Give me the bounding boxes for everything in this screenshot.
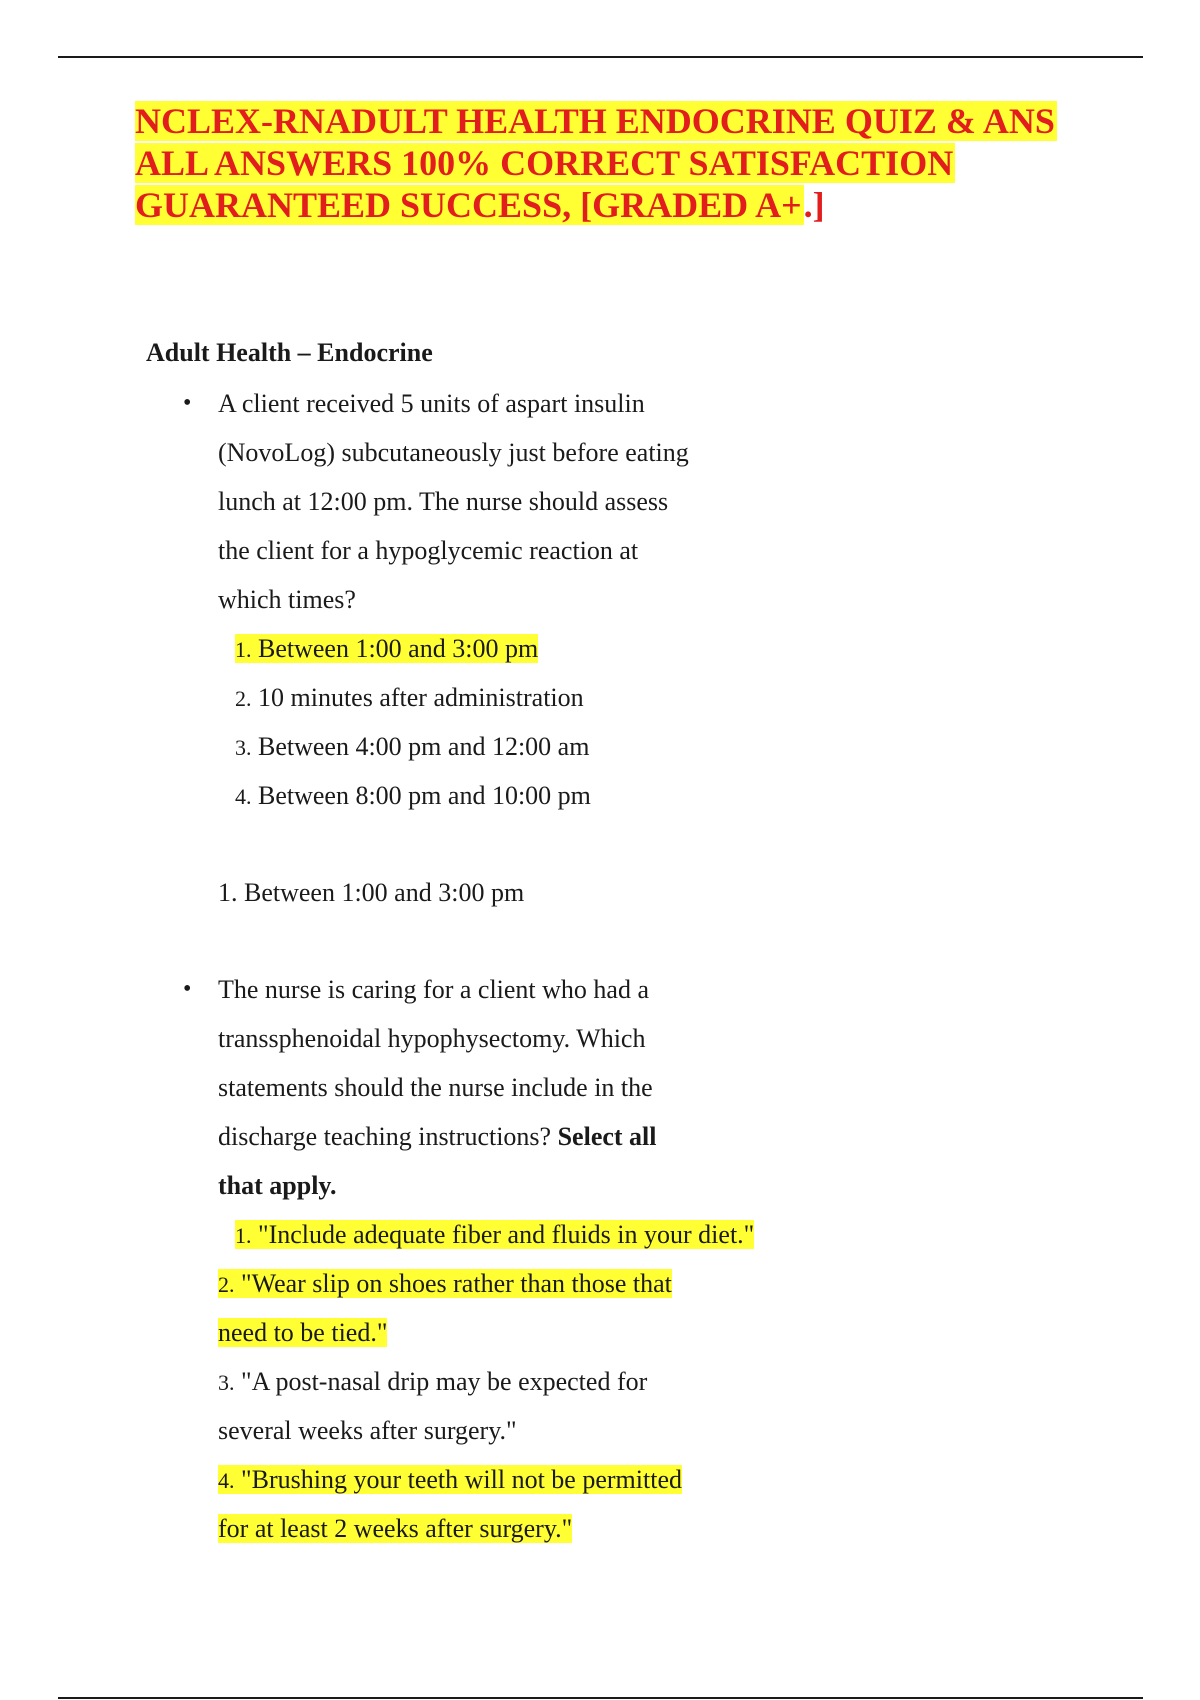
option-3: 3. Between 4:00 pm and 12:00 am (235, 732, 590, 761)
option-4-continued: for at least 2 weeks after surgery." (218, 1514, 573, 1543)
option-1: 1. Between 1:00 and 3:00 pm (235, 634, 539, 663)
question-1 (183, 379, 828, 820)
question-1-answer: 1. Between 1:00 and 3:00 pm (218, 878, 525, 907)
option-2: 2. "Wear slip on shoes rather than those that (218, 1269, 672, 1298)
option-2-continued: need to be tied." (218, 1318, 388, 1347)
question-2 (183, 965, 828, 1553)
title-line-1: NCLEX-RNADULT HEALTH ENDOCRINE QUIZ & ANS (135, 101, 1055, 141)
option-4: 4. "Brushing your teeth will not be permitted (218, 1465, 682, 1494)
bottom-rule (58, 1697, 1143, 1699)
top-rule (58, 56, 1143, 58)
question-1-stem: A client received 5 units of aspart insulin (NovoLog) subcutaneously just before eating lunch at 12:00 pm. The nurse should assess the client for a hypoglycemic reaction at which times? (218, 389, 689, 614)
option-4: 4. Between 8:00 pm and 10:00 pm (235, 781, 591, 810)
option-3: 3. "A post-nasal drip may be expected for (218, 1367, 648, 1396)
option-1: 1. "Include adequate fiber and fluids in your diet." (235, 1220, 755, 1249)
question-2-options (218, 1210, 828, 1553)
select-all-label: Select all (557, 1122, 657, 1151)
document-title (135, 100, 1135, 226)
title-line-2: ALL ANSWERS 100% CORRECT SATISFACTION (135, 143, 954, 183)
section-heading: Adult Health – Endocrine (146, 338, 433, 367)
title-line-3: GUARANTEED SUCCESS, [GRADED A+.] (135, 185, 825, 225)
bullet-icon: • (183, 976, 192, 1002)
option-3-continued: several weeks after surgery." (218, 1416, 517, 1445)
bullet-icon: • (183, 390, 192, 416)
option-2: 2. 10 minutes after administration (235, 683, 584, 712)
question-2-stem: The nurse is caring for a client who had a transsphenoidal hypophysectomy. Which statements should the nurse include in the discharge teaching instructions? Select all that apply. (218, 975, 657, 1200)
that-apply-label: that apply. (218, 1171, 337, 1200)
question-1-options (218, 624, 828, 820)
